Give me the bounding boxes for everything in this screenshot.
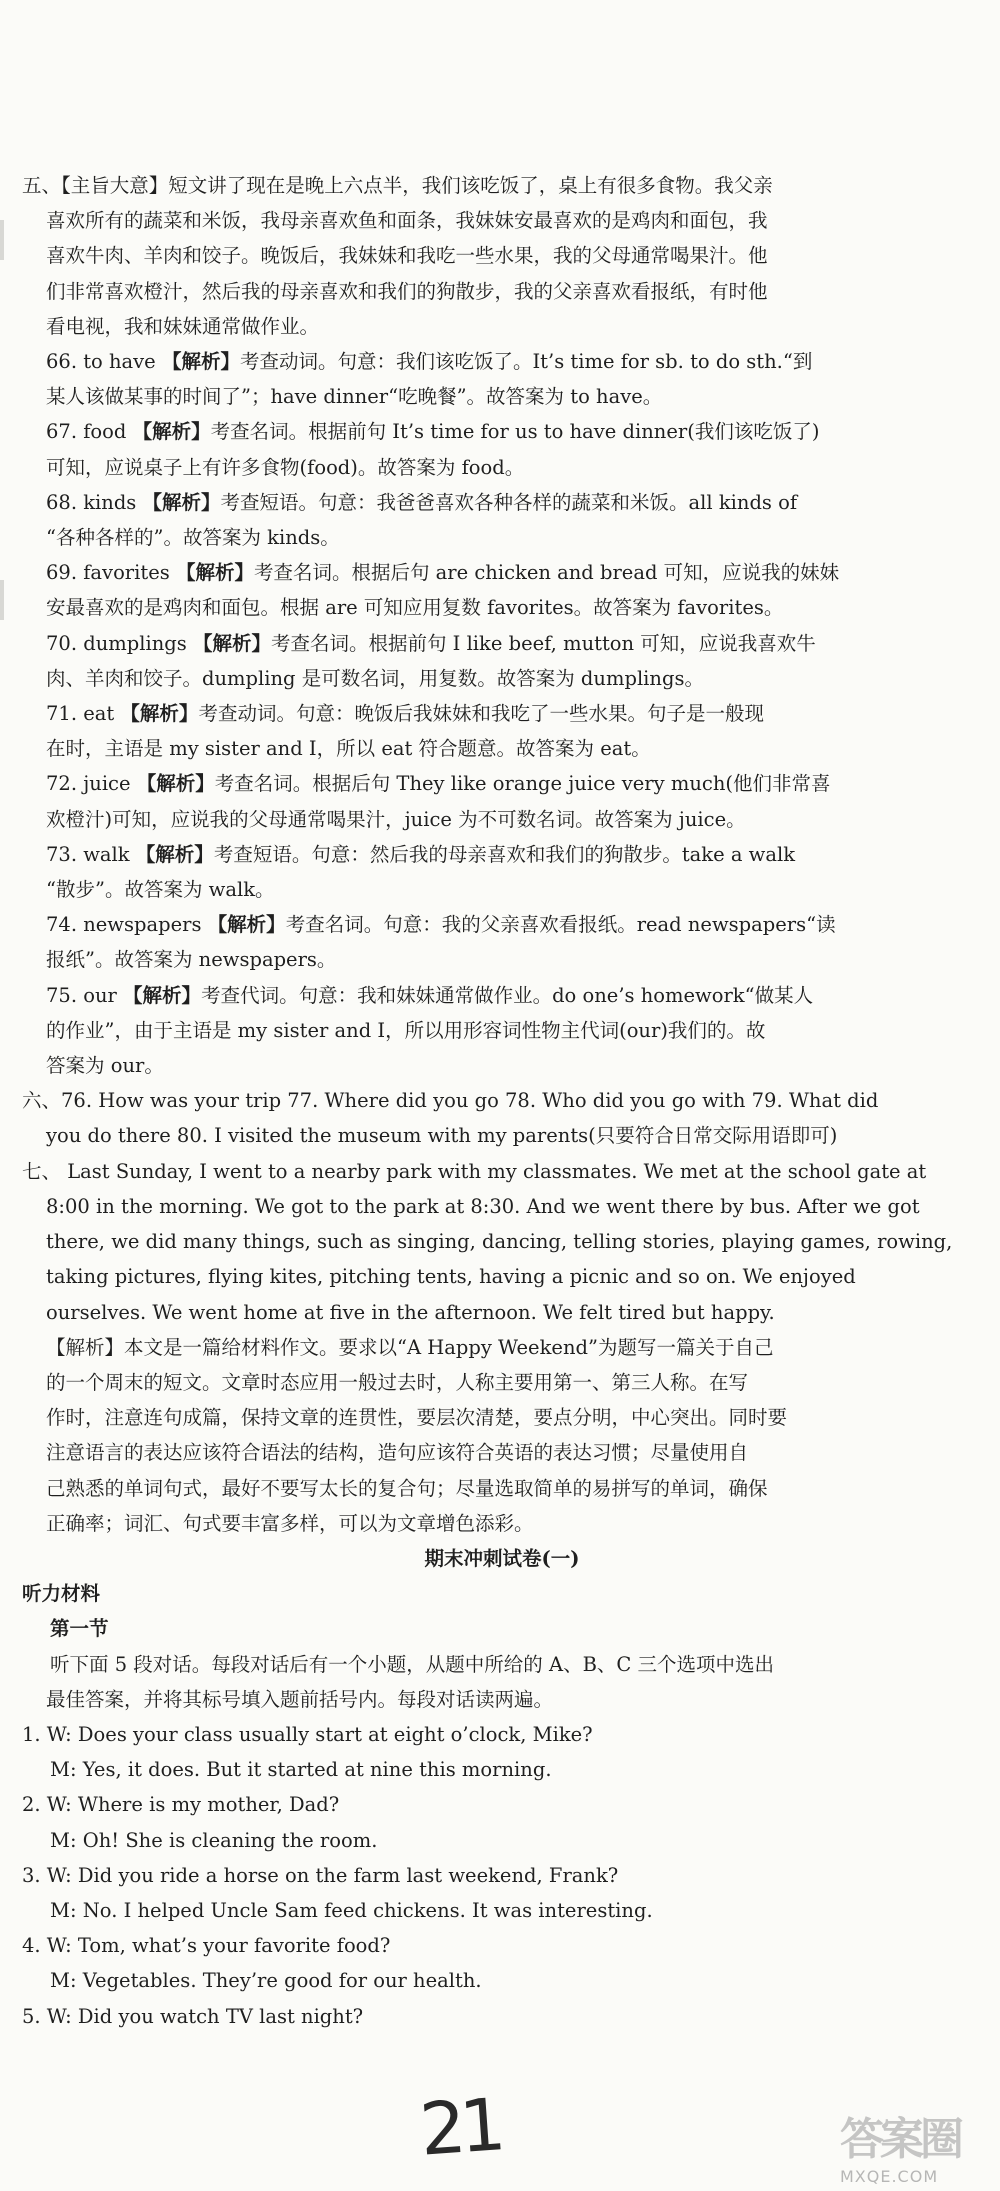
sec5-intro: 五、【主旨大意】短文讲了现在是晚上六点半，我们该吃饭了，桌上有很多食物。我父亲 — [22, 174, 773, 197]
answer-item-66 — [22, 344, 982, 414]
item-text: 在时，主语是 my sister and I，所以 eat 符合题意。故答案为 eat。 — [46, 737, 651, 761]
dialog-w: 4. W: Tom, what’s your favorite food? — [22, 1934, 391, 1958]
item-number: 73. walk — [46, 842, 130, 866]
item-text: “各种各样的”。故答案为 kinds。 — [46, 526, 340, 550]
item-text: 安最喜欢的是鸡肉和面包。根据 are 可知应用复数 favorites。故答案为 favorites。 — [46, 596, 784, 620]
item-text: 考查名词。句意：我的父亲喜欢看报纸。read newspapers“读 — [285, 913, 836, 937]
item-text: 报纸”。故答案为 newspapers。 — [46, 948, 337, 972]
item-text: 的作业”，由于主语是 my sister and I，所以用形容词性物主代词(our)我们的。故 — [46, 1018, 766, 1042]
sec7-analysis: 【解析】本文是一篇给材料作文。要求以“A Happy Weekend”为题写一篇关于自己 — [46, 1335, 774, 1359]
analysis-tag: 【解析】 — [142, 490, 221, 514]
dialog-m: M: No. I helped Uncle Sam feed chickens. It was interesting. — [50, 1898, 653, 1922]
dialog-m: M: Vegetables. They’re good for our health. — [50, 1969, 482, 1993]
item-text: 某人该做某事的时间了”；have dinner“吃晚餐”。故答案为 to have。 — [46, 385, 663, 409]
watermark-logo: 答案圈 — [840, 2114, 960, 2165]
item-number: 66. to have — [46, 350, 156, 374]
analysis-tag: 【解析】 — [135, 842, 214, 866]
sec6-answers: you do there 80. I visited the museum with my parents(只要符合日常交际用语即可) — [46, 1124, 838, 1148]
answer-item-71 — [22, 696, 982, 766]
instructions: 听下面 5 段对话。每段对话后有一个小题，从题中所给的 A、B、C 三个选项中选出 — [50, 1652, 775, 1676]
answer-item-72 — [22, 766, 982, 836]
item-text: 考查短语。句意：然后我的母亲喜欢和我们的狗散步。take a walk — [213, 842, 796, 866]
answer-item-67 — [22, 414, 982, 484]
item-text: 可知，应说桌子上有许多食物(food)。故答案为 food。 — [46, 455, 525, 479]
item-text: 考查动词。句意：晚饭后我妹妹和我吃了一些水果。句子是一般现 — [198, 702, 764, 726]
item-text: 答案为 our。 — [46, 1054, 164, 1078]
item-text: 考查名词。根据后句 They like orange juice very much(他们非常喜 — [214, 772, 831, 796]
dialog-w: 2. W: Where is my mother, Dad? — [22, 1793, 340, 1817]
item-number: 75. our — [46, 983, 117, 1007]
listening-heading: 听力材料 — [22, 1582, 101, 1606]
sec7-essay: taking pictures, flying kites, pitching tents, having a picnic and so on. We enjoyed — [46, 1265, 856, 1289]
item-text: “散步”。故答案为 walk。 — [46, 878, 275, 902]
sec7-analysis: 正确率；词汇、句式要丰富多样，可以为文章增色添彩。 — [46, 1511, 534, 1535]
analysis-tag: 【解析】 — [192, 631, 271, 655]
item-number: 67. food — [46, 420, 127, 444]
item-text: 肉、羊肉和饺子。dumpling 是可数名词，用复数。故答案为 dumplings。 — [46, 666, 704, 690]
item-number: 72. juice — [46, 772, 131, 796]
item-number: 71. eat — [46, 702, 115, 726]
sec7-analysis: 作时，注意连句成篇，保持文章的连贯性，要层次清楚，要点分明，中心突出。同时要 — [46, 1406, 788, 1430]
item-number: 70. dumplings — [46, 631, 187, 655]
section-heading: 第一节 — [50, 1617, 109, 1641]
scan-edge-mark — [0, 220, 4, 260]
answer-content — [22, 168, 982, 2034]
analysis-tag: 【解析】 — [136, 772, 215, 796]
answer-item-70 — [22, 626, 982, 696]
sec7-analysis: 注意语言的表达应该符合语法的结构，造句应该符合英语的表达习惯；尽量使用自 — [46, 1441, 749, 1465]
sec5-intro: 们非常喜欢橙汁，然后我的母亲喜欢和我们的狗散步，我的父亲喜欢看报纸，有时他 — [46, 279, 768, 303]
scan-edge-mark — [0, 580, 4, 620]
dialog-w: 5. W: Did you watch TV last night? — [22, 2004, 364, 2028]
analysis-tag: 【解析】 — [175, 561, 254, 585]
exam-title: 期末冲刺试卷(一) — [424, 1546, 580, 1570]
sec5-intro: 喜欢牛肉、羊肉和饺子。晚饭后，我妹妹和我吃一些水果，我的父母通常喝果汁。他 — [46, 244, 768, 268]
sec7-essay: 8:00 in the morning. We got to the park at 8:30. And we went there by bus. After we got — [46, 1194, 920, 1218]
answer-item-75 — [22, 978, 982, 1084]
answer-item-69 — [22, 555, 982, 625]
sec7-essay: there, we did many things, such as singing, dancing, telling stories, playing games, rowing, — [46, 1230, 953, 1254]
dialog-m: M: Yes, it does. But it started at nine this morning. — [50, 1758, 552, 1782]
sec5-intro: 看电视，我和妹妹通常做作业。 — [46, 314, 320, 338]
dialog-m: M: Oh! She is cleaning the room. — [50, 1828, 378, 1852]
sec6-answers: 六、76. How was your trip 77. Where did you go 78. Who did you go with 79. What did — [22, 1089, 879, 1113]
dialog-w: 3. W: Did you ride a horse on the farm last weekend, Frank? — [22, 1863, 619, 1887]
dialog-w: 1. W: Does your class usually start at eight o’clock, Mike? — [22, 1722, 593, 1746]
item-text: 考查名词。根据前句 It’s time for us to have dinner(我们该吃饭了) — [210, 420, 820, 444]
item-number: 69. favorites — [46, 561, 170, 585]
item-text: 考查动词。句意：我们该吃饭了。It’s time for sb. to do sth.“到 — [239, 350, 813, 374]
item-text: 考查名词。根据后句 are chicken and bread 可知，应说我的妹妹 — [253, 561, 840, 585]
sec7-essay: 七、 Last Sunday, I went to a nearby park with my classmates. We met at the school gate at — [22, 1159, 927, 1183]
sec7-essay: ourselves. We went home at five in the afternoon. We felt tired but happy. — [46, 1300, 775, 1324]
item-text: 欢橙汁)可知，应说我的父母通常喝果汁，juice 为不可数名词。故答案为 juice。 — [46, 807, 746, 831]
item-number: 68. kinds — [46, 490, 137, 514]
analysis-tag: 【解析】 — [161, 350, 240, 374]
item-text: 考查短语。句意：我爸爸喜欢各种各样的蔬菜和米饭。all kinds of — [220, 490, 798, 514]
analysis-tag: 【解析】 — [207, 913, 286, 937]
page-number: 21 — [417, 2082, 503, 2172]
site-watermark — [840, 2103, 990, 2186]
analysis-tag: 【解析】 — [120, 702, 199, 726]
sec5-intro: 喜欢所有的蔬菜和米饭，我母亲喜欢鱼和面条，我妹妹安最喜欢的是鸡肉和面包，我 — [46, 209, 768, 233]
answer-item-68 — [22, 485, 982, 555]
answer-item-74 — [22, 907, 982, 977]
item-number: 74. newspapers — [46, 913, 202, 937]
item-text: 考查名词。根据前句 I like beef, mutton 可知，应说我喜欢牛 — [270, 631, 816, 655]
instructions: 最佳答案，并将其标号填入题前括号内。每段对话读两遍。 — [46, 1687, 554, 1711]
sec7-analysis: 的一个周末的短文。文章时态应用一般过去时，人称主要用第一、第三人称。在写 — [46, 1370, 749, 1394]
analysis-tag: 【解析】 — [123, 983, 202, 1007]
answer-item-73 — [22, 837, 982, 907]
item-text: 考查代词。句意：我和妹妹通常做作业。do one’s homework“做某人 — [201, 983, 814, 1007]
sec7-analysis: 己熟悉的单词句式，最好不要写太长的复合句；尽量选取简单的易拼写的单词，确保 — [46, 1476, 768, 1500]
analysis-tag: 【解析】 — [132, 420, 211, 444]
watermark-url: MXQE.COM — [840, 2167, 939, 2186]
